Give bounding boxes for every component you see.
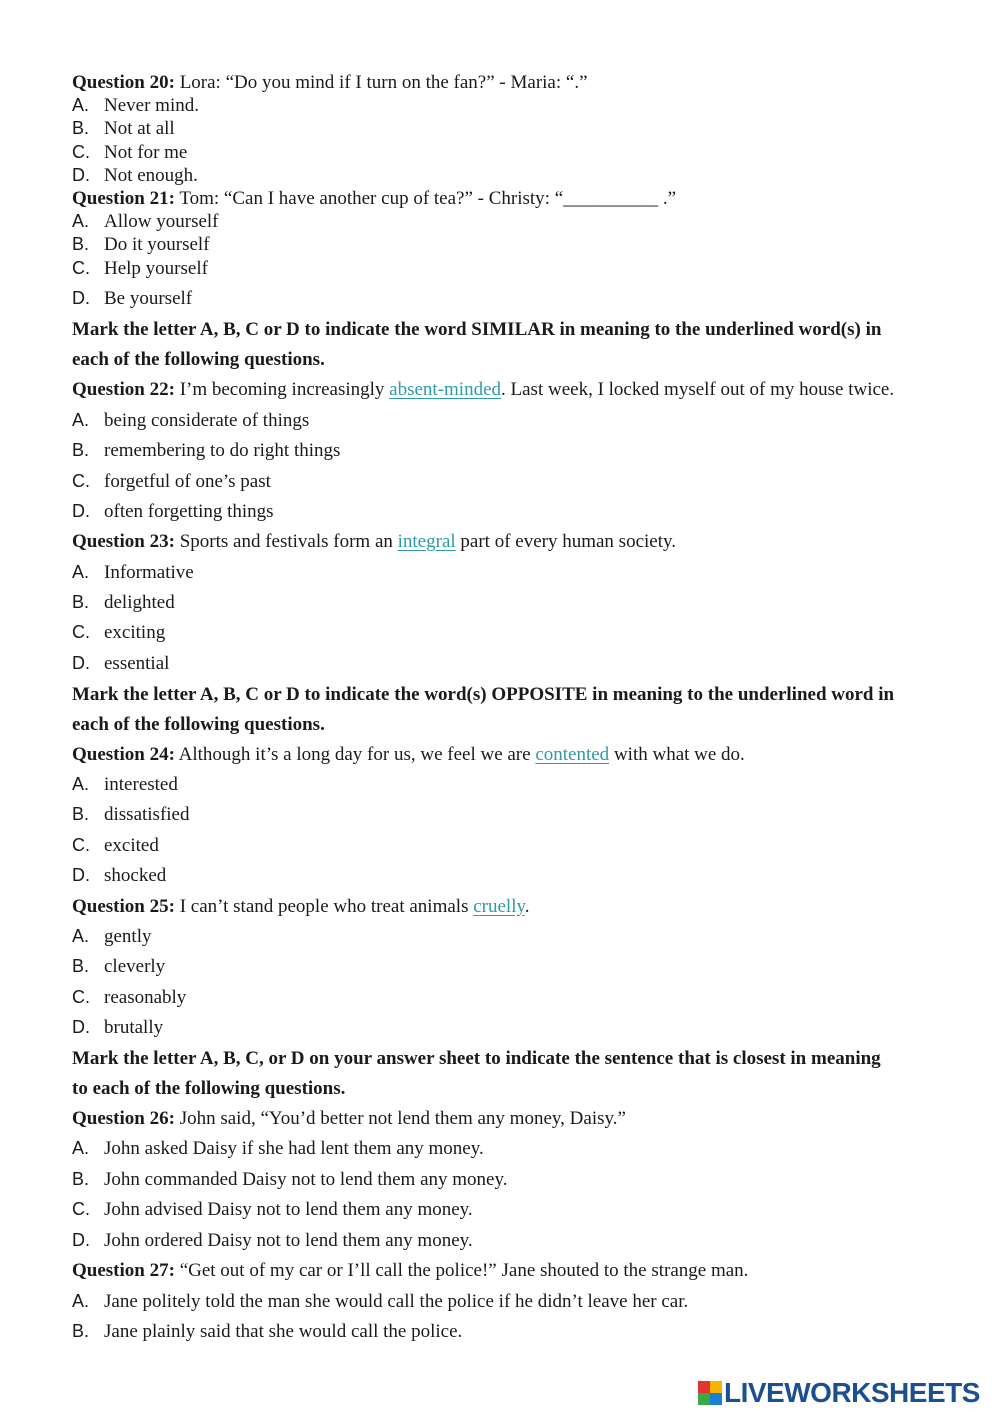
question-26-option-b[interactable]: B. John commanded Daisy not to lend them any money.: [72, 1169, 508, 1190]
liveworksheets-logo: [698, 1378, 980, 1408]
question-20: Question 20: Lora: “Do you mind if I turn on the fan?” - Maria: “.”: [72, 72, 588, 93]
question-26: Question 26: John said, “You’d better not lend them any money, Daisy.”: [72, 1108, 626, 1129]
question-24-option-b[interactable]: B. dissatisfied: [72, 804, 190, 825]
question-25: Question 25: I can’t stand people who treat animals cruelly.: [72, 896, 530, 917]
instruction-closest-line-2: to each of the following questions.: [72, 1078, 346, 1099]
question-27: Question 27: “Get out of my car or I’ll call the police!” Jane shouted to the strange man.: [72, 1260, 749, 1281]
liveworksheets-logo-icon: [698, 1381, 722, 1405]
question-26-option-c[interactable]: C. John advised Daisy not to lend them any money.: [72, 1199, 473, 1220]
question-20-option-a[interactable]: A. Never mind.: [72, 95, 199, 116]
liveworksheets-logo-text: LIVEWORKSHEETS: [724, 1377, 980, 1408]
question-23-option-d[interactable]: D. essential: [72, 653, 170, 674]
underlined-word: contented: [535, 744, 610, 765]
question-23-option-a[interactable]: A. Informative: [72, 562, 194, 583]
question-27-option-b[interactable]: B. Jane plainly said that she would call the police.: [72, 1321, 463, 1342]
question-26-option-a[interactable]: A. John asked Daisy if she had lent them any money.: [72, 1138, 484, 1159]
instruction-similar-line-2: each of the following questions.: [72, 349, 325, 370]
question-20-option-d[interactable]: D. Not enough.: [72, 165, 198, 186]
question-21-option-a[interactable]: A. Allow yourself: [72, 211, 219, 232]
question-20-option-b[interactable]: B. Not at all: [72, 118, 175, 139]
question-22-option-c[interactable]: C. forgetful of one’s past: [72, 471, 271, 492]
question-24-option-a[interactable]: A. interested: [72, 774, 178, 795]
question-21-option-c[interactable]: C. Help yourself: [72, 258, 208, 279]
instruction-similar-line-1: Mark the letter A, B, C or D to indicate the word SIMILAR in meaning to the underlined word(s) in: [72, 319, 882, 340]
question-22-option-b[interactable]: B. remembering to do right things: [72, 440, 341, 461]
question-22-option-a[interactable]: A. being considerate of things: [72, 410, 310, 431]
question-24-option-d[interactable]: D. shocked: [72, 865, 167, 886]
instruction-closest-line-1: Mark the letter A, B, C, or D on your answer sheet to indicate the sentence that is closest in meaning: [72, 1048, 881, 1069]
question-25-option-b[interactable]: B. cleverly: [72, 956, 166, 977]
question-23-option-b[interactable]: B. delighted: [72, 592, 175, 613]
question-25-option-a[interactable]: A. gently: [72, 926, 152, 947]
question-21-option-d[interactable]: D. Be yourself: [72, 288, 193, 309]
question-22: Question 22: I’m becoming increasingly absent-minded. Last week, I locked myself out of my house twice.: [72, 379, 895, 400]
question-21: Question 21: Tom: “Can I have another cup of tea?” - Christy: “__________ .”: [72, 188, 677, 209]
question-24: Question 24: Although it’s a long day for us, we feel we are contented with what we do.: [72, 744, 745, 765]
question-24-option-c[interactable]: C. excited: [72, 835, 159, 856]
question-25-option-d[interactable]: D. brutally: [72, 1017, 164, 1038]
underlined-word: absent-minded: [389, 379, 502, 400]
question-27-option-a[interactable]: A. Jane politely told the man she would call the police if he didn’t leave her car.: [72, 1291, 689, 1312]
instruction-opposite-line-1: Mark the letter A, B, C or D to indicate the word(s) OPPOSITE in meaning to the underlined word in: [72, 684, 895, 705]
instruction-opposite-line-2: each of the following questions.: [72, 714, 325, 735]
underlined-word: cruelly: [473, 896, 525, 917]
question-25-option-c[interactable]: C. reasonably: [72, 987, 187, 1008]
question-21-option-b[interactable]: B. Do it yourself: [72, 234, 210, 255]
question-22-option-d[interactable]: D. often forgetting things: [72, 501, 274, 522]
question-26-option-d[interactable]: D. John ordered Daisy not to lend them any money.: [72, 1230, 473, 1251]
question-20-option-c[interactable]: C. Not for me: [72, 142, 188, 163]
question-23-option-c[interactable]: C. exciting: [72, 622, 166, 643]
underlined-word: integral: [397, 531, 456, 552]
question-23: Question 23: Sports and festivals form an integral part of every human society.: [72, 531, 677, 552]
